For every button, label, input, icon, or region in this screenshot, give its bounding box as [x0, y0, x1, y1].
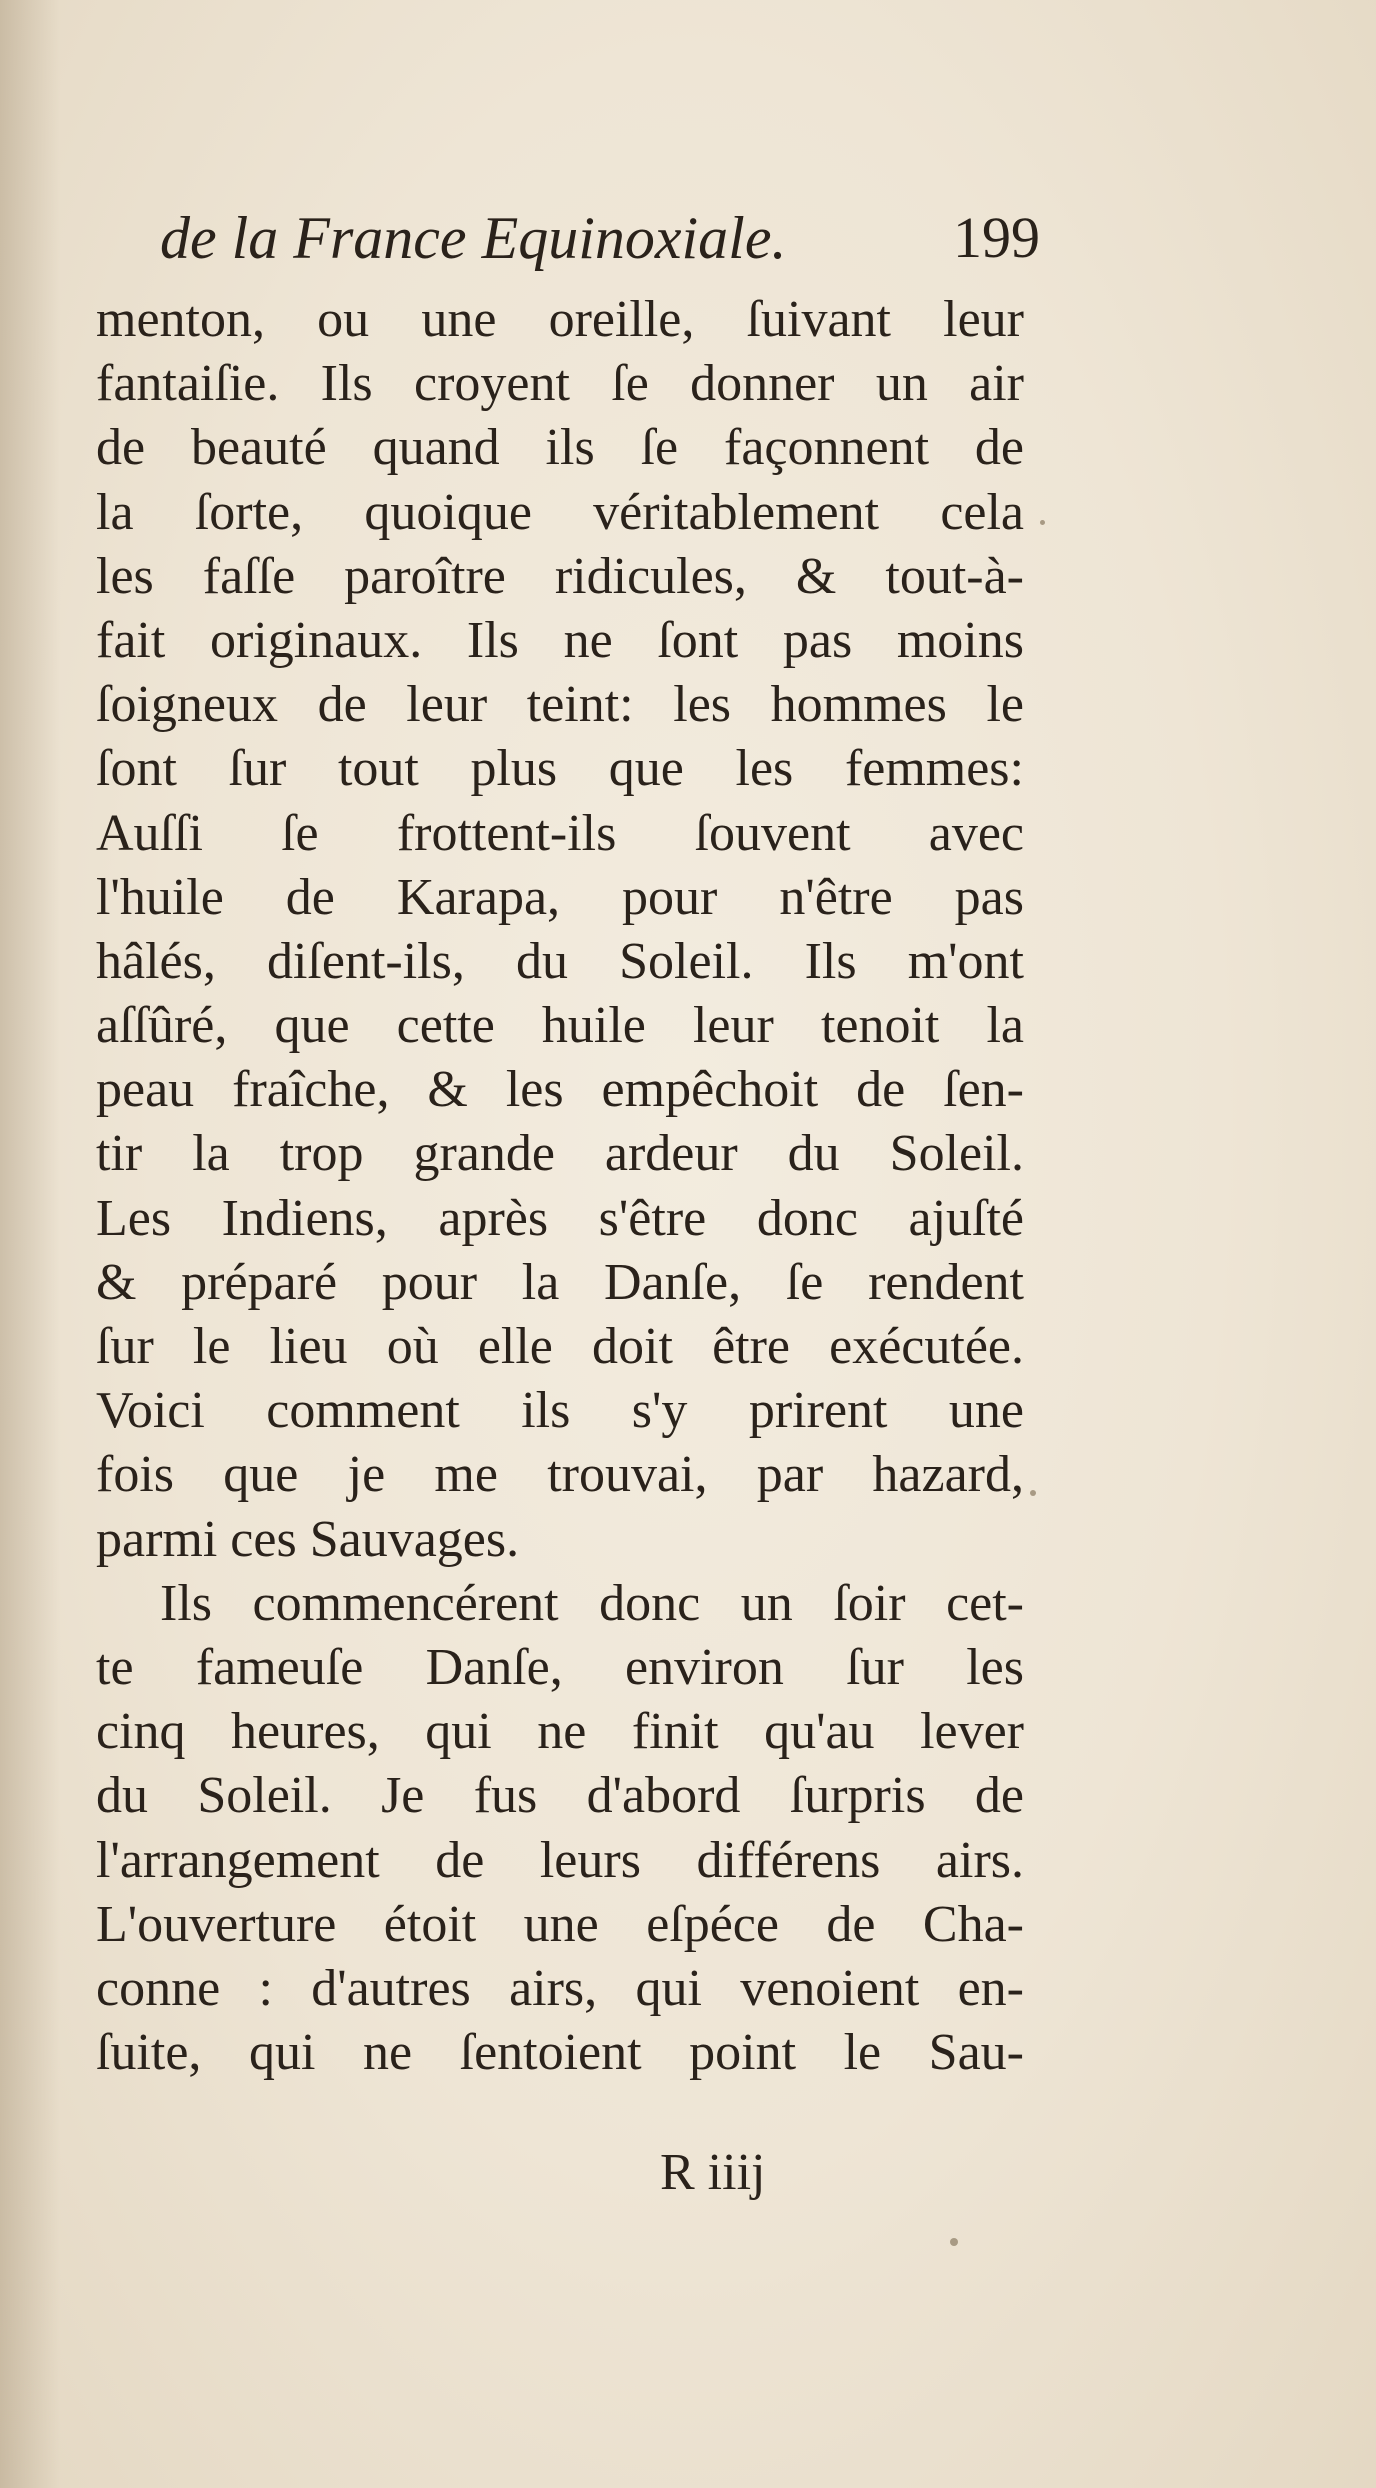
page-number: 199 [953, 205, 1040, 270]
page-edge-shadow [0, 0, 60, 2488]
text-line: du Soleil. Je fus d'abord ſurpris de [96, 1767, 1024, 1825]
text-line: Auſſi ſe frottent-ils ſouvent avec [96, 804, 1024, 862]
text-line: l'arrangement de leurs différens airs. [96, 1831, 1024, 1889]
text-line: fait originaux. Ils ne ſont pas moins [96, 611, 1024, 669]
text-line: L'ouverture étoit une eſpéce de Cha- [96, 1895, 1024, 1953]
text-line: Les Indiens, après s'être donc ajuſté [96, 1189, 1024, 1247]
text-line: la ſorte, quoique véritablement cela [96, 483, 1024, 541]
paper-speck [1030, 1490, 1036, 1496]
text-line: menton, ou une oreille, ſuivant leur [96, 291, 1024, 348]
text-line: conne : d'autres airs, qui venoient en- [96, 1959, 1024, 2017]
text-line: parmi ces Sauvages. [96, 1510, 520, 1568]
text-line: Ils commencérent donc un ſoir cet- [160, 1574, 1024, 1632]
text-line: ſuite, qui ne ſentoient point le Sau- [96, 2024, 1024, 2082]
text-line: aſſûré, que cette huile leur tenoit la [96, 997, 1024, 1055]
text-line: Voici comment ils s'y prirent une [96, 1382, 1024, 1440]
text-line: fois que je me trouvai, par hazard, [96, 1446, 1024, 1504]
text-line: tir la trop grande ardeur du Soleil. [96, 1125, 1024, 1183]
text-line: hâlés, diſent-ils, du Soleil. Ils m'ont [96, 932, 1024, 990]
text-line: & préparé pour la Danſe, ſe rendent [96, 1253, 1024, 1311]
paper-speck [1040, 520, 1045, 525]
text-line: les faſſe paroître ridicules, & tout-à- [96, 547, 1024, 605]
text-line: de beauté quand ils ſe façonnent de [96, 419, 1024, 477]
text-line: ſoigneux de leur teint: les hommes le [96, 676, 1024, 734]
text-line: te fameuſe Danſe, environ ſur les [96, 1638, 1024, 1696]
text-line: peau fraîche, & les empêchoit de ſen- [96, 1061, 1024, 1119]
text-line: l'huile de Karapa, pour n'être pas [96, 868, 1024, 926]
running-title: de la France Equinoxiale. [160, 205, 787, 271]
signature-mark: R iiij [660, 2144, 766, 2201]
paper-speck [950, 2238, 958, 2246]
text-line: ſont ſur tout plus que les femmes: [96, 740, 1024, 798]
page-header [160, 198, 1040, 288]
body-text [96, 288, 1024, 2085]
text-line: fantaiſie. Ils croyent ſe donner un air [96, 355, 1024, 413]
text-line: cinq heures, qui ne finit qu'au lever [96, 1703, 1024, 1761]
text-line: ſur le lieu où elle doit être exécutée. [96, 1318, 1024, 1375]
